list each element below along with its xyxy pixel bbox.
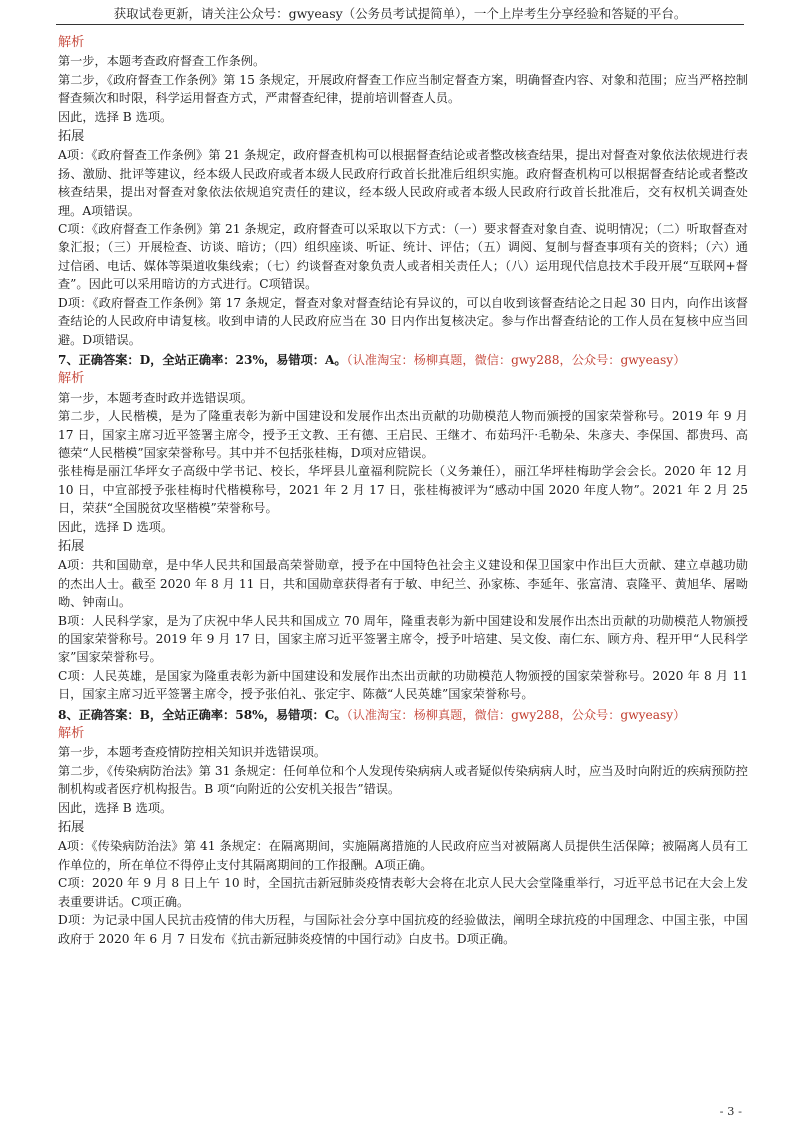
option-explanation: A项：共和国勋章，是中华人民共和国最高荣誉勋章，授予在中国特色社会主义建设和保卫国家中作出巨大贡献、建立卓越功勋的杰出人士。截至 2020 年 8 月 11 日，共和国勋章获得者有于敏、申纪兰、孙家栋、李延年、张富清、袁隆平、黄旭华、屠呦呦、钟南山。 xyxy=(58,558,748,610)
extension-label: 拓展 xyxy=(58,820,85,836)
answer-text: 7、正确答案：D，全站正确率：23%，易错项：A。 xyxy=(58,352,347,367)
option-explanation: B项：人民科学家，是为了庆祝中华人民共和国成立 70 周年，隆重表彰为新中国建设和发展作出杰出贡献的功勋模范人物颁授的国家荣誉称号。2019 年 9 月 17 日，国家主席习近平签署主席令，授予叶培建、吴文俊、南仁东、顾方舟、程开甲“人民科学家”国家荣誉称号。 xyxy=(58,613,748,665)
option-explanation: C项：人民英雄，是国家为隆重表彰为新中国建设和发展作出杰出贡献的功勋模范人物颁授的国家荣誉称号。2020 年 8 月 11 日，国家主席习近平签署主席令，授予张伯礼、张定宇、陈薇“人民英雄”国家荣誉称号。 xyxy=(58,668,748,702)
extension-label: 拓展 xyxy=(58,538,85,554)
answer-line-q8 xyxy=(58,706,748,724)
page-header: 获取试卷更新，请关注公众号：gwyeasy（公务员考试提简单），一个上岸考生分享经验和答疑的平台。 xyxy=(113,6,687,21)
analysis-step: 张桂梅是丽江华坪女子高级中学书记、校长，华坪县儿童福利院院长（义务兼任），丽江华坪桂梅助学会会长。2020 年 12 月 10 日，中宣部授予张桂梅时代楷模称号，2021 年 2 月 17 日，张桂梅被评为“感动中国 2020 年度人物”。2021 年 2 月 25 日，荣获“全国脱贫攻坚楷模”荣誉称号。 xyxy=(58,464,748,516)
analysis-conclusion: 因此，选择 B 选项。 xyxy=(58,109,173,124)
analysis-step: 第二步，《政府督查工作条例》第 15 条规定，开展政府督查工作应当制定督查方案，明确督查内容、对象和范围；应当严格控制督查频次和时限，科学运用督查方式，严肃督查纪律，提前培训督查人员。 xyxy=(58,72,748,106)
answer-line-q7 xyxy=(58,351,748,369)
analysis-conclusion: 因此，选择 B 选项。 xyxy=(58,800,173,815)
analysis-label: 解析 xyxy=(58,35,85,50)
analysis-label: 解析 xyxy=(58,726,85,742)
promo-note: （认准淘宝：杨柳真题，微信：gwy288，公众号：gwyeasy） xyxy=(346,352,686,367)
analysis-step: 第一步，本题考查疫情防控相关知识并选错误项。 xyxy=(58,745,327,760)
page-number: - 3 - xyxy=(719,1104,742,1118)
option-explanation: C项：2020 年 9 月 8 日上午 10 时，全国抗击新冠肺炎疫情表彰大会将在北京人民大会堂隆重举行，习近平总书记在大会上发表重要讲话。C项正确。 xyxy=(58,876,748,909)
header-divider xyxy=(56,24,744,25)
analysis-conclusion: 因此，选择 D 选项。 xyxy=(58,519,174,534)
analysis-label: 解析 xyxy=(58,371,85,387)
promo-note: （认准淘宝：杨柳真题，微信：gwy288，公众号：gwyeasy） xyxy=(346,707,686,722)
document-body xyxy=(58,33,748,948)
analysis-step: 第一步，本题考查政府督查工作条例。 xyxy=(58,54,266,69)
analysis-step: 第二步，《传染病防治法》第 31 条规定：任何单位和个人发现传染病病人或者疑似传染病病人时，应当及时向附近的疾病预防控制机构或者医疗机构报告。B 项“向附近的公安机关报告”错误。 xyxy=(58,763,748,797)
option-explanation: D项：《政府督查工作条例》第 17 条规定，督查对象对督查结论有异议的，可以自收到该督查结论之日起 30 日内，向作出该督查结论的人民政府申请复核。收到申请的人民政府应当在 30 日内作出复核决定。参与作出督查结论的工作人员在复核中应当回避。D项错误。 xyxy=(58,295,748,347)
answer-text: 8、正确答案：B，全站正确率：58%，易错项：C。 xyxy=(58,707,347,722)
analysis-step: 第一步，本题考查时政并选错误项。 xyxy=(58,390,253,405)
option-explanation: D项：为记录中国人民抗击疫情的伟大历程，与国际社会分享中国抗疫的经验做法，阐明全球抗疫的中国理念、中国主张，中国政府于 2020 年 6 月 7 日发布《抗击新冠肺炎疫情的中国行动》白皮书。D项正确。 xyxy=(58,913,748,946)
option-explanation: A项：《传染病防治法》第 41 条规定：在隔离期间，实施隔离措施的人民政府应当对被隔离人员提供生活保障；被隔离人员有工作单位的，所在单位不得停止支付其隔离期间的工作报酬。A项正确。 xyxy=(58,839,748,872)
analysis-step: 第二步，人民楷模，是为了隆重表彰为新中国建设和发展作出杰出贡献的功勋模范人物而颁授的国家荣誉称号。2019 年 9 月 17 日，国家主席习近平签署主席令，授予王文教、王有德、王启民、王继才、布茹玛汗·毛勒朵、朱彦夫、李保国、都贵玛、高德荣“人民楷模”国家荣誉称号。其中并不包括张桂梅，D项对应错误。 xyxy=(58,409,748,460)
option-explanation: A项：《政府督查工作条例》第 21 条规定，政府督查机构可以根据督查结论或者整改核查结果，提出对督查对象依法依规进行表扬、激励、批评等建议，经本级人民政府或者本级人民政府行政首长批准后组织实施。政府督查机构可以根据督查结论或者整改核查结果，提出对督查对象依法依规追究责任的建议，经本级人民政府或者本级人民政府行政首长批准后，交有权机关调查处理。A项错误。 xyxy=(58,148,748,218)
option-explanation: C项：《政府督查工作条例》第 21 条规定，政府督查可以采取以下方式：（一）要求督查对象自查、说明情况；（二）听取督查对象汇报；（三）开展检查、访谈、暗访；（四）组织座谈、听证、统计、评估；（五）调阅、复制与督查事项有关的资料；（六）通过信函、电话、媒体等渠道收集线索；（七）约谈督查对象负责人或者相关责任人；（八）运用现代信息技术手段开展“互联网+督查”。因此可以采用暗访的方式进行。C项错误。 xyxy=(58,222,748,292)
extension-label: 拓展 xyxy=(58,129,85,145)
